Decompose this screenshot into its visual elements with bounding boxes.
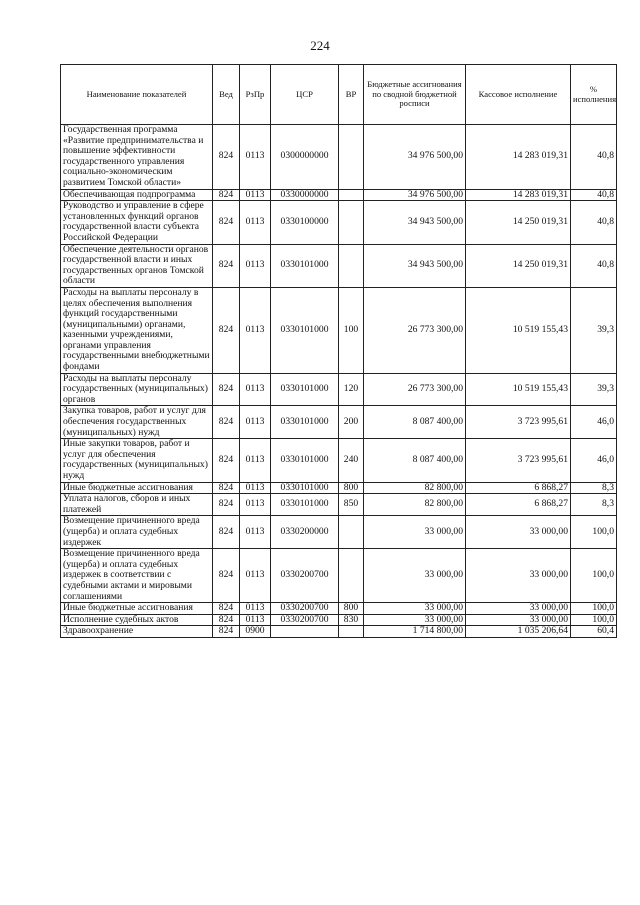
cell-rzpr: 0113 bbox=[240, 287, 271, 373]
table-row bbox=[61, 516, 617, 549]
table-body bbox=[61, 125, 617, 638]
cell-budget: 34 943 500,00 bbox=[364, 201, 466, 244]
cell-csr: 0330101000 bbox=[271, 373, 339, 406]
cell-name: Расходы на выплаты персоналу государственных (муниципальных) органов bbox=[61, 373, 213, 406]
cell-percent: 39,3 bbox=[571, 373, 617, 406]
cell-name: Обеспечение деятельности органов государственной власти и иных государственных органов Томской области bbox=[61, 244, 213, 287]
cell-cash: 33 000,00 bbox=[466, 603, 571, 615]
cell-percent: 46,0 bbox=[571, 406, 617, 439]
cell-percent: 60,4 bbox=[571, 626, 617, 638]
cell-percent: 39,3 bbox=[571, 287, 617, 373]
header-vr: ВР bbox=[339, 65, 364, 125]
cell-cash: 10 519 155,43 bbox=[466, 287, 571, 373]
cell-percent: 100,0 bbox=[571, 603, 617, 615]
cell-cash: 14 250 019,31 bbox=[466, 244, 571, 287]
cell-ved: 824 bbox=[213, 189, 240, 201]
cell-rzpr: 0900 bbox=[240, 626, 271, 638]
cell-csr: 0330200700 bbox=[271, 603, 339, 615]
cell-ved: 824 bbox=[213, 406, 240, 439]
cell-name: Государственная программа «Развитие предпринимательства и повышение эффективности государственного управления социально-экономическим развитием Томской области» bbox=[61, 125, 213, 190]
cell-csr: 0330000000 bbox=[271, 189, 339, 201]
cell-ved: 824 bbox=[213, 125, 240, 190]
cell-rzpr: 0113 bbox=[240, 614, 271, 626]
table-row bbox=[61, 626, 617, 638]
cell-csr bbox=[271, 626, 339, 638]
cell-budget: 1 714 800,00 bbox=[364, 626, 466, 638]
table-row bbox=[61, 439, 617, 482]
cell-rzpr: 0113 bbox=[240, 439, 271, 482]
cell-name: Уплата налогов, сборов и иных платежей bbox=[61, 494, 213, 516]
cell-vr bbox=[339, 244, 364, 287]
cell-budget: 26 773 300,00 bbox=[364, 373, 466, 406]
header-name: Наименование показателей bbox=[61, 65, 213, 125]
cell-vr: 850 bbox=[339, 494, 364, 516]
cell-percent: 40,8 bbox=[571, 201, 617, 244]
cell-ved: 824 bbox=[213, 482, 240, 494]
cell-name: Иные закупки товаров, работ и услуг для обеспечения государственных (муниципальных) нужд bbox=[61, 439, 213, 482]
cell-rzpr: 0113 bbox=[240, 549, 271, 603]
cell-budget: 26 773 300,00 bbox=[364, 287, 466, 373]
cell-name: Руководство и управление в сфере установленных функций органов государственной власти субъекта Российской Федерации bbox=[61, 201, 213, 244]
table-row bbox=[61, 603, 617, 615]
table-header-row bbox=[61, 65, 617, 125]
budget-execution-table bbox=[60, 64, 617, 638]
cell-percent: 100,0 bbox=[571, 614, 617, 626]
cell-name: Обеспечивающая подпрограмма bbox=[61, 189, 213, 201]
cell-budget: 33 000,00 bbox=[364, 603, 466, 615]
cell-cash: 33 000,00 bbox=[466, 516, 571, 549]
table-row bbox=[61, 614, 617, 626]
cell-budget: 8 087 400,00 bbox=[364, 439, 466, 482]
cell-ved: 824 bbox=[213, 244, 240, 287]
cell-vr bbox=[339, 125, 364, 190]
cell-rzpr: 0113 bbox=[240, 201, 271, 244]
cell-ved: 824 bbox=[213, 626, 240, 638]
header-percent: % исполнения bbox=[571, 65, 617, 125]
cell-percent: 40,8 bbox=[571, 244, 617, 287]
cell-percent: 46,0 bbox=[571, 439, 617, 482]
cell-ved: 824 bbox=[213, 439, 240, 482]
cell-budget: 8 087 400,00 bbox=[364, 406, 466, 439]
cell-percent: 100,0 bbox=[571, 516, 617, 549]
cell-ved: 824 bbox=[213, 614, 240, 626]
cell-ved: 824 bbox=[213, 516, 240, 549]
cell-csr: 0330101000 bbox=[271, 287, 339, 373]
cell-cash: 6 868,27 bbox=[466, 494, 571, 516]
cell-budget: 34 943 500,00 bbox=[364, 244, 466, 287]
cell-vr: 100 bbox=[339, 287, 364, 373]
cell-ved: 824 bbox=[213, 373, 240, 406]
cell-percent: 40,8 bbox=[571, 189, 617, 201]
cell-ved: 824 bbox=[213, 287, 240, 373]
cell-vr: 800 bbox=[339, 482, 364, 494]
cell-cash: 14 283 019,31 bbox=[466, 189, 571, 201]
cell-vr bbox=[339, 626, 364, 638]
cell-rzpr: 0113 bbox=[240, 189, 271, 201]
header-csr: ЦСР bbox=[271, 65, 339, 125]
cell-vr bbox=[339, 516, 364, 549]
cell-vr bbox=[339, 549, 364, 603]
cell-name: Закупка товаров, работ и услуг для обеспечения государственных (муниципальных) нужд bbox=[61, 406, 213, 439]
cell-percent: 40,8 bbox=[571, 125, 617, 190]
table-row bbox=[61, 201, 617, 244]
cell-csr: 0330101000 bbox=[271, 482, 339, 494]
cell-budget: 82 800,00 bbox=[364, 494, 466, 516]
cell-vr: 830 bbox=[339, 614, 364, 626]
cell-ved: 824 bbox=[213, 201, 240, 244]
cell-name: Здравоохранение bbox=[61, 626, 213, 638]
cell-percent: 8,3 bbox=[571, 482, 617, 494]
cell-csr: 0330200700 bbox=[271, 549, 339, 603]
cell-percent: 8,3 bbox=[571, 494, 617, 516]
cell-vr: 200 bbox=[339, 406, 364, 439]
cell-cash: 1 035 206,64 bbox=[466, 626, 571, 638]
cell-name: Возмещение причиненного вреда (ущерба) и оплата судебных издержек в соответствии с судебными актами и мировыми соглашениями bbox=[61, 549, 213, 603]
cell-csr: 0330101000 bbox=[271, 244, 339, 287]
cell-vr: 240 bbox=[339, 439, 364, 482]
cell-budget: 34 976 500,00 bbox=[364, 189, 466, 201]
cell-cash: 14 250 019,31 bbox=[466, 201, 571, 244]
cell-vr: 120 bbox=[339, 373, 364, 406]
cell-name: Иные бюджетные ассигнования bbox=[61, 603, 213, 615]
cell-budget: 33 000,00 bbox=[364, 614, 466, 626]
cell-name: Возмещение причиненного вреда (ущерба) и оплата судебных издержек bbox=[61, 516, 213, 549]
cell-cash: 33 000,00 bbox=[466, 614, 571, 626]
cell-rzpr: 0113 bbox=[240, 373, 271, 406]
cell-rzpr: 0113 bbox=[240, 494, 271, 516]
header-budget: Бюджетные ассигнования по сводной бюджетной росписи bbox=[364, 65, 466, 125]
cell-csr: 0330101000 bbox=[271, 494, 339, 516]
cell-ved: 824 bbox=[213, 549, 240, 603]
cell-rzpr: 0113 bbox=[240, 244, 271, 287]
cell-cash: 10 519 155,43 bbox=[466, 373, 571, 406]
cell-csr: 0330200700 bbox=[271, 614, 339, 626]
cell-cash: 33 000,00 bbox=[466, 549, 571, 603]
table-row bbox=[61, 287, 617, 373]
cell-vr bbox=[339, 201, 364, 244]
cell-csr: 0330101000 bbox=[271, 439, 339, 482]
cell-csr: 0330100000 bbox=[271, 201, 339, 244]
header-cash: Кассовое исполнение bbox=[466, 65, 571, 125]
cell-csr: 0330101000 bbox=[271, 406, 339, 439]
cell-name: Расходы на выплаты персоналу в целях обеспечения выполнения функций государственными (муниципальными) органами, казенными учреждениями, органами управления государственными внебюджетными фондами bbox=[61, 287, 213, 373]
cell-name: Иные бюджетные ассигнования bbox=[61, 482, 213, 494]
cell-ved: 824 bbox=[213, 603, 240, 615]
cell-vr: 800 bbox=[339, 603, 364, 615]
cell-name: Исполнение судебных актов bbox=[61, 614, 213, 626]
cell-cash: 6 868,27 bbox=[466, 482, 571, 494]
cell-csr: 0300000000 bbox=[271, 125, 339, 190]
cell-cash: 3 723 995,61 bbox=[466, 406, 571, 439]
cell-budget: 33 000,00 bbox=[364, 549, 466, 603]
cell-cash: 14 283 019,31 bbox=[466, 125, 571, 190]
table-row bbox=[61, 406, 617, 439]
table-row bbox=[61, 494, 617, 516]
table-row bbox=[61, 189, 617, 201]
cell-rzpr: 0113 bbox=[240, 406, 271, 439]
cell-rzpr: 0113 bbox=[240, 482, 271, 494]
cell-rzpr: 0113 bbox=[240, 125, 271, 190]
cell-budget: 33 000,00 bbox=[364, 516, 466, 549]
cell-rzpr: 0113 bbox=[240, 603, 271, 615]
table-row bbox=[61, 125, 617, 190]
cell-budget: 82 800,00 bbox=[364, 482, 466, 494]
cell-csr: 0330200000 bbox=[271, 516, 339, 549]
table-row bbox=[61, 373, 617, 406]
page-number: 224 bbox=[310, 38, 330, 53]
header-rzpr: РзПр bbox=[240, 65, 271, 125]
cell-percent: 100,0 bbox=[571, 549, 617, 603]
cell-cash: 3 723 995,61 bbox=[466, 439, 571, 482]
table-row bbox=[61, 244, 617, 287]
table-row bbox=[61, 482, 617, 494]
cell-vr bbox=[339, 189, 364, 201]
cell-rzpr: 0113 bbox=[240, 516, 271, 549]
table-row bbox=[61, 549, 617, 603]
cell-ved: 824 bbox=[213, 494, 240, 516]
cell-budget: 34 976 500,00 bbox=[364, 125, 466, 190]
header-ved: Вед bbox=[213, 65, 240, 125]
